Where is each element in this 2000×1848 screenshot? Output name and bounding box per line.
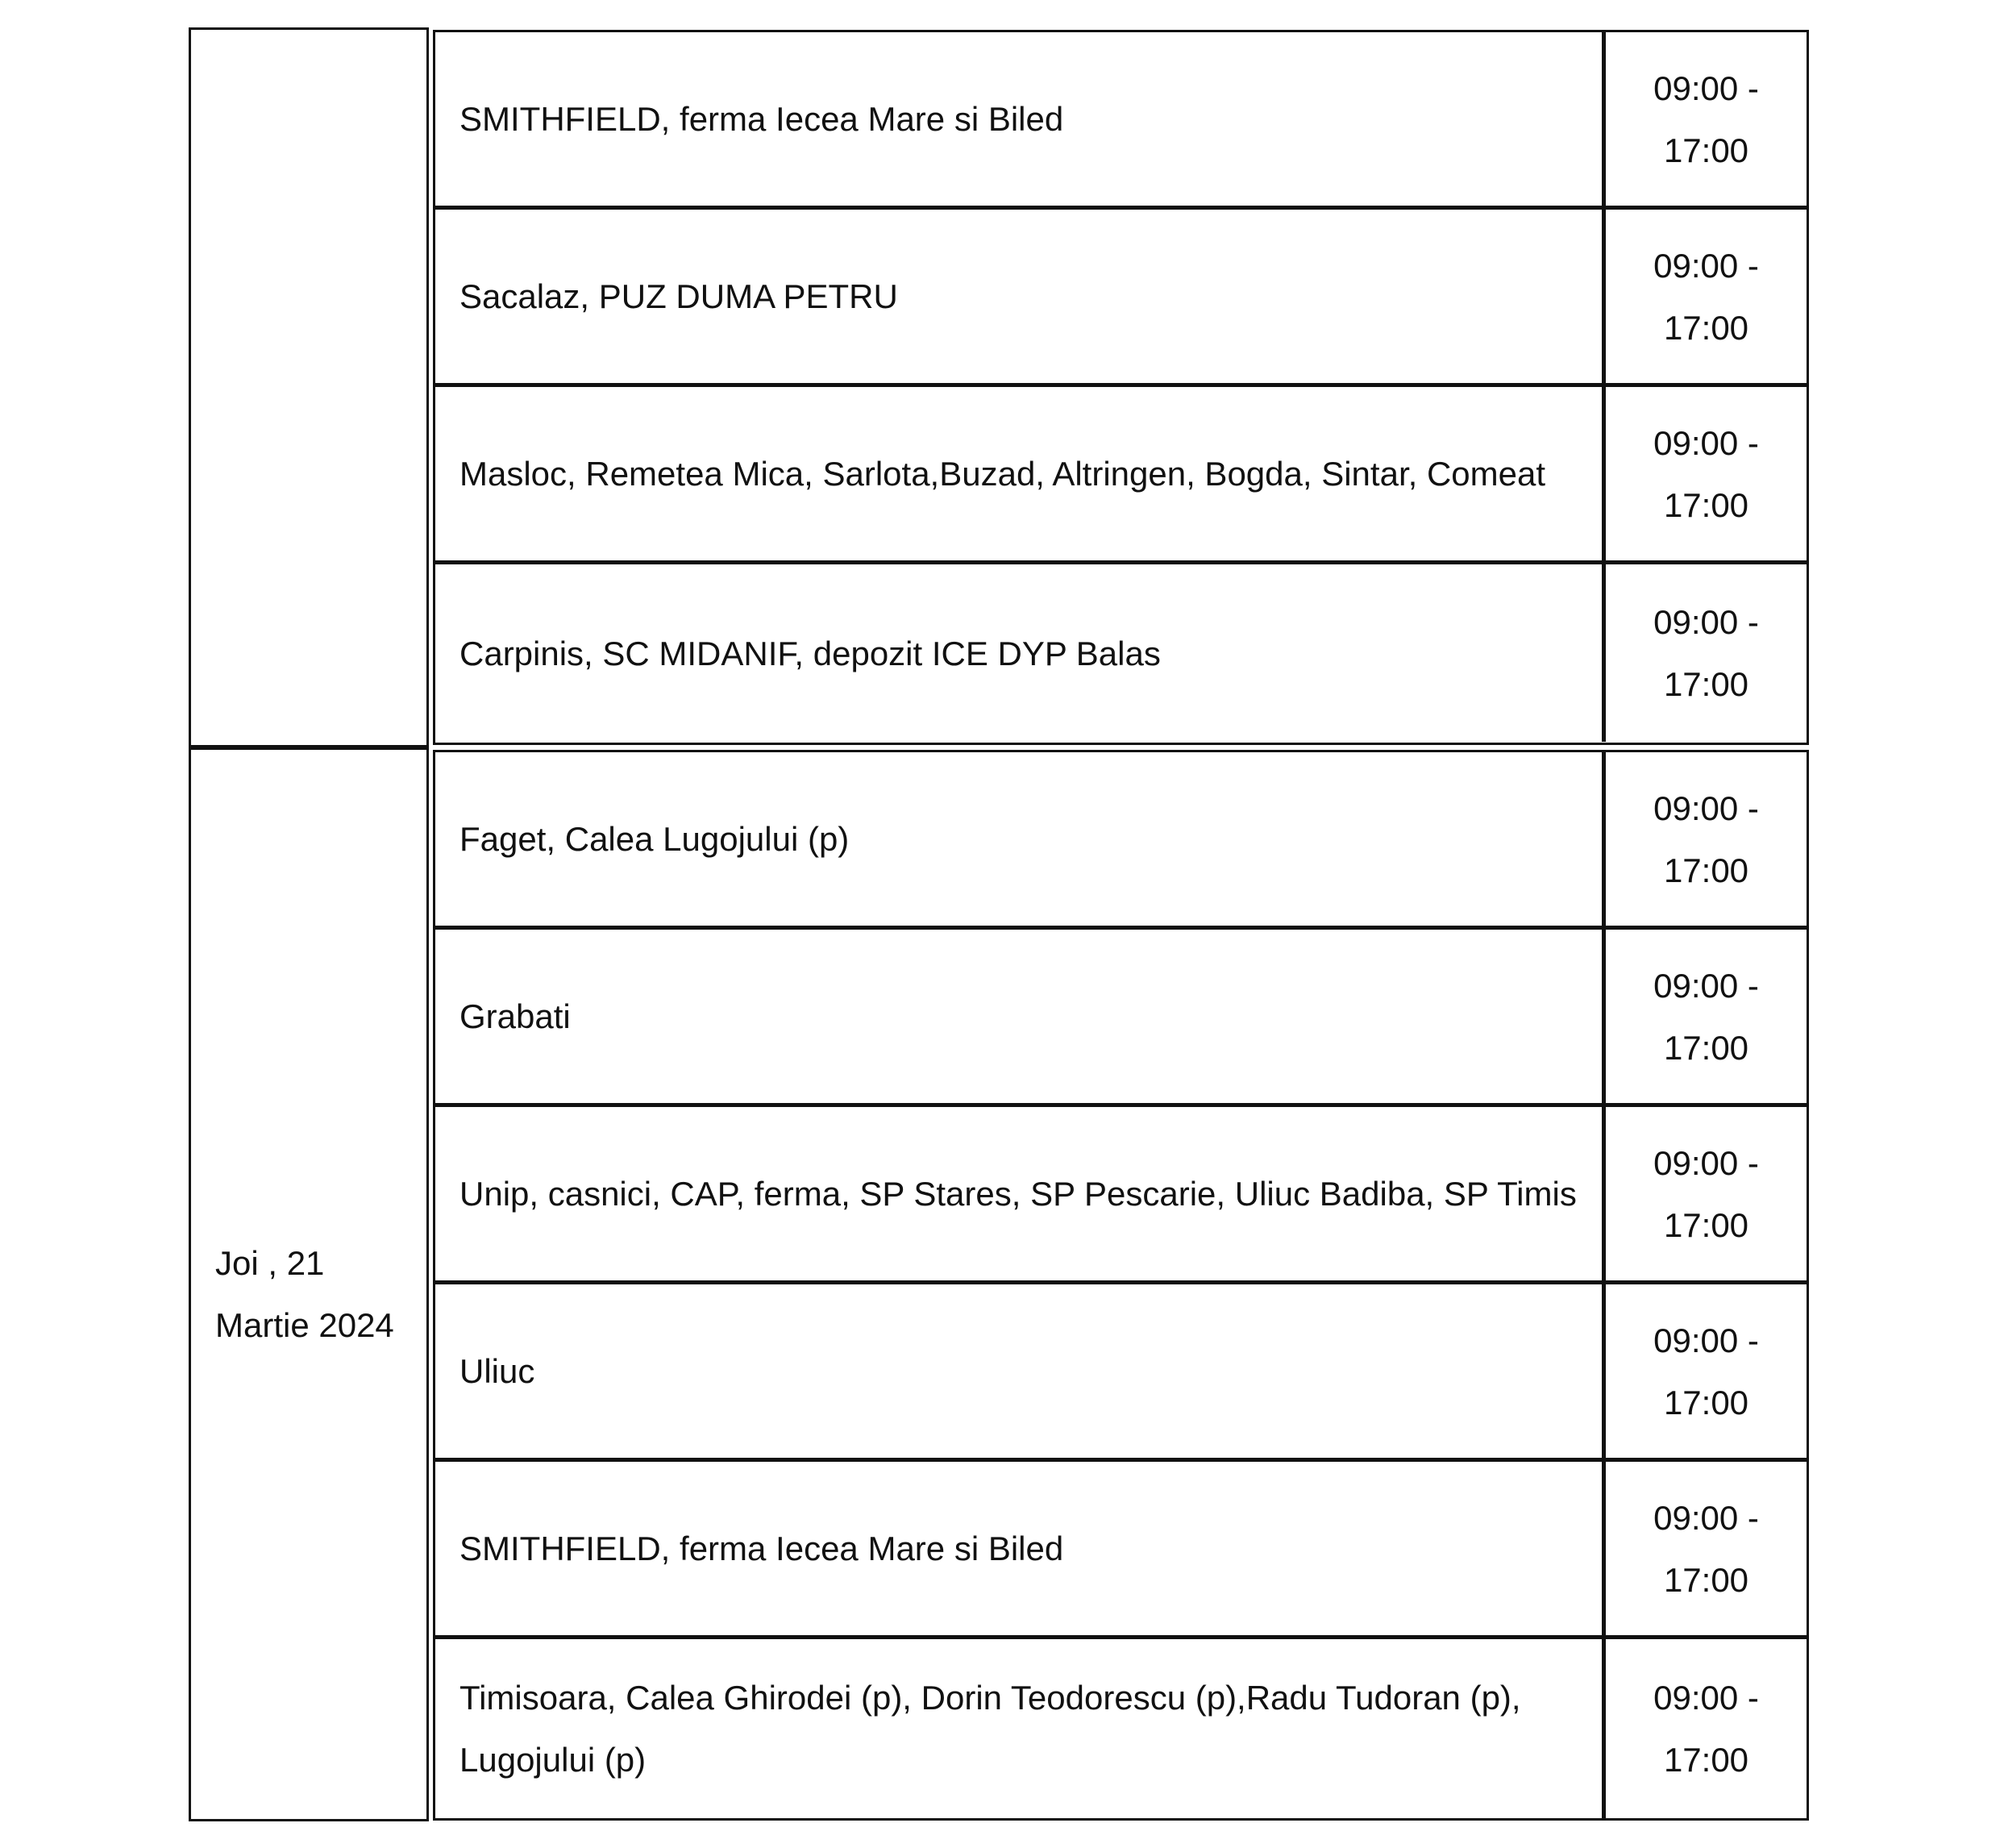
table-row bbox=[435, 1284, 1807, 1462]
location-cell: SMITHFIELD, ferma Iecea Mare si Biled bbox=[459, 1530, 1064, 1567]
time-cell bbox=[1606, 387, 1807, 560]
location-cell: Faget, Calea Lugojului (p) bbox=[459, 820, 850, 858]
time-cell bbox=[1606, 32, 1807, 206]
time-start: 09:00 - bbox=[1653, 69, 1759, 107]
location-cell: Masloc, Remetea Mica, Sarlota,Buzad, Altringen, Bogda, Sintar, Comeat bbox=[459, 455, 1546, 493]
time-start: 09:00 - bbox=[1653, 246, 1759, 285]
time-start: 09:00 - bbox=[1653, 1679, 1759, 1717]
schedule-table-block-2 bbox=[433, 750, 1809, 1821]
time-end: 17:00 bbox=[1663, 1741, 1749, 1779]
table-row bbox=[435, 1107, 1807, 1284]
time-end: 17:00 bbox=[1663, 131, 1749, 169]
time-end: 17:00 bbox=[1663, 851, 1749, 889]
table-row bbox=[435, 1639, 1807, 1818]
table-row bbox=[435, 930, 1807, 1107]
time-start: 09:00 - bbox=[1653, 423, 1759, 462]
time-cell bbox=[1606, 1639, 1807, 1818]
time-start: 09:00 - bbox=[1653, 1498, 1759, 1537]
table-row bbox=[435, 387, 1807, 564]
time-start: 09:00 - bbox=[1653, 603, 1759, 641]
location-cell: Uliuc bbox=[459, 1352, 535, 1390]
time-cell bbox=[1606, 1107, 1807, 1280]
time-start: 09:00 - bbox=[1653, 1321, 1759, 1359]
time-cell bbox=[1606, 1462, 1807, 1635]
schedule-table-block-1 bbox=[433, 30, 1809, 745]
date-cell bbox=[189, 747, 429, 1821]
location-cell: Sacalaz, PUZ DUMA PETRU bbox=[459, 277, 898, 315]
time-end: 17:00 bbox=[1663, 1383, 1749, 1421]
location-cell: Grabati bbox=[459, 997, 571, 1035]
date-label bbox=[215, 1232, 394, 1356]
time-cell bbox=[1606, 752, 1807, 926]
time-end: 17:00 bbox=[1663, 665, 1749, 703]
table-row bbox=[435, 210, 1807, 387]
location-cell: Unip, casnici, CAP, ferma, SP Stares, SP Pescarie, Uliuc Badiba, SP Timis bbox=[459, 1175, 1577, 1213]
table-row bbox=[435, 1462, 1807, 1639]
time-cell bbox=[1606, 1284, 1807, 1458]
time-start: 09:00 - bbox=[1653, 789, 1759, 827]
time-cell bbox=[1606, 564, 1807, 742]
location-cell: Carpinis, SC MIDANIF, depozit ICE DYP Balas bbox=[459, 634, 1161, 672]
time-cell bbox=[1606, 210, 1807, 383]
table-row bbox=[435, 32, 1807, 210]
date-cell-continued bbox=[189, 27, 429, 747]
time-end: 17:00 bbox=[1663, 485, 1749, 524]
time-end: 17:00 bbox=[1663, 1205, 1749, 1244]
time-start: 09:00 - bbox=[1653, 1143, 1759, 1182]
time-end: 17:00 bbox=[1663, 1560, 1749, 1599]
time-end: 17:00 bbox=[1663, 1028, 1749, 1067]
table-row bbox=[435, 564, 1807, 742]
time-end: 17:00 bbox=[1663, 308, 1749, 347]
location-cell: Timisoara, Calea Ghirodei (p), Dorin Teodorescu (p),Radu Tudoran (p), Lugojului (p) bbox=[459, 1679, 1521, 1779]
location-cell: SMITHFIELD, ferma Iecea Mare si Biled bbox=[459, 100, 1064, 138]
time-start: 09:00 - bbox=[1653, 966, 1759, 1005]
time-cell bbox=[1606, 930, 1807, 1103]
table-row bbox=[435, 752, 1807, 930]
date-month-year: Martie 2024 bbox=[215, 1306, 394, 1344]
date-day: Joi , 21 bbox=[215, 1244, 325, 1282]
